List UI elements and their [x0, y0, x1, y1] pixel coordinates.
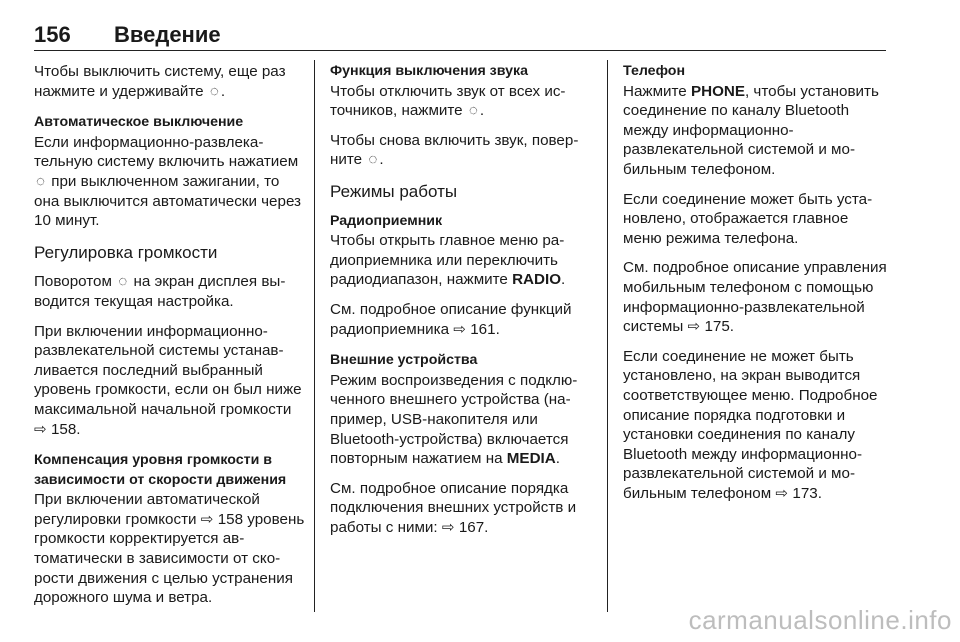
page-ref-arrow-icon: ⇨ [441, 518, 455, 536]
column-middle [330, 62, 598, 547]
page-ref-arrow-icon: ⇨ [34, 420, 47, 438]
page-header [34, 22, 884, 52]
phone-heading: Телефон [623, 63, 686, 79]
auto-off-heading: Автоматическое выключение [34, 114, 244, 131]
power-knob-icon: ◌ [36, 172, 46, 190]
auto-off-paragraph: Если информационно-развлекательную систему включить нажатием ◌ при выключенном зажигании, то она выключится автоматически через 10 минут. [34, 133, 302, 230]
volume-knob-icon: ◌ [118, 273, 128, 291]
page-ref-arrow-icon: ⇨ [775, 484, 789, 502]
volume-paragraph-2: При включении информационно-развлекательной системы устанавливается последний выбранный уровень громкости, если он был ниже максимальной начальной громкости ⇨ 158. [34, 322, 302, 438]
speed-compensation-heading: Компенсация уровня громкости в зависимости от скорости движения [34, 452, 287, 488]
volume-paragraph-1: Поворотом ◌ на экран дисплея выводится текущая настройка. [34, 273, 286, 310]
page-ref: 161. [470, 320, 500, 338]
page-ref: 167. [458, 518, 489, 536]
phone-key-label: PHONE [690, 82, 745, 100]
page-title: Введение [114, 22, 221, 47]
power-knob-icon: ◌ [209, 82, 219, 100]
radio-key-label: RADIO [512, 271, 562, 289]
page-ref: 175. [704, 318, 735, 336]
mute-paragraph-2: Чтобы снова включить звук, поверните ◌ . [330, 131, 579, 169]
speed-compensation-paragraph: При включении автоматической регулировки громкости ⇨ 158 уровень громкости корректируется автоматически в зависимости от скорости движения с целью устранения дорожного шума и ветра. [34, 491, 305, 607]
volume-knob-icon: ◌ [368, 151, 378, 169]
radio-paragraph-1: Чтобы открыть главное меню радиоприемника или переключить радиодиапазон, нажмите RADIO. [330, 232, 566, 289]
media-key-label: MEDIA [506, 450, 556, 468]
phone-paragraph-2: Если соединение может быть установлено, отображается главное меню режима телефона. [623, 190, 873, 247]
modes-heading: Режимы работы [330, 181, 458, 201]
page-ref: 173. [792, 484, 822, 502]
page-ref-arrow-icon: ⇨ [200, 510, 214, 528]
mute-paragraph-1: Чтобы отключить звук от всех источников, нажмите ◌ . [330, 82, 566, 120]
column-left [34, 62, 306, 618]
column-right [623, 62, 889, 513]
page-ref: 158. [50, 420, 81, 438]
page-ref-arrow-icon: ⇨ [453, 320, 466, 338]
phone-paragraph-1: Нажмите PHONE, чтобы установить соединение по каналу Bluetooth между информационно-развлекательной системой и мобильным телефоном. [623, 82, 879, 178]
radio-heading: Радиоприемник [330, 212, 443, 229]
column-divider-2 [607, 60, 608, 612]
phone-paragraph-3: См. подробное описание управления мобильным телефоном с помощью информационно-развлекательной системы ⇨ 175. [623, 259, 887, 336]
volume-knob-icon: ◌ [468, 102, 478, 120]
volume-heading: Регулировка громкости [34, 242, 218, 262]
column-divider-1 [314, 60, 315, 612]
page-number: 156 [34, 22, 71, 47]
watermark: carmanualsonline.info [688, 605, 952, 635]
header-divider [34, 50, 886, 51]
phone-paragraph-4: Если соединение не может быть установлено, на экран выводится соответствующее меню. Подробное описание порядка подготовки и установки соединения по каналу Bluetooth между информационно-развлекательной системой и мобильным телефоном ⇨ 173. [623, 347, 878, 502]
mute-heading: Функция выключения звука [330, 63, 528, 79]
external-devices-heading: Внешние устройства [330, 352, 478, 369]
external-devices-paragraph-2: См. подробное описание порядка подключения внешних устройств и работы с ними: ⇨ 167. [330, 479, 577, 536]
external-devices-paragraph-1: Режим воспроизведения с подключенного внешнего устройства (например, USB-накопителя или Bluetooth-устройства) включается повторным нажатием на MEDIA. [330, 371, 578, 468]
radio-paragraph-2: См. подробное описание функций радиоприемника ⇨ 161. [330, 300, 572, 338]
intro-paragraph: Чтобы выключить систему, еще раз нажмите и удерживайте ◌ . [34, 63, 286, 100]
page-ref-arrow-icon: ⇨ [687, 318, 701, 336]
